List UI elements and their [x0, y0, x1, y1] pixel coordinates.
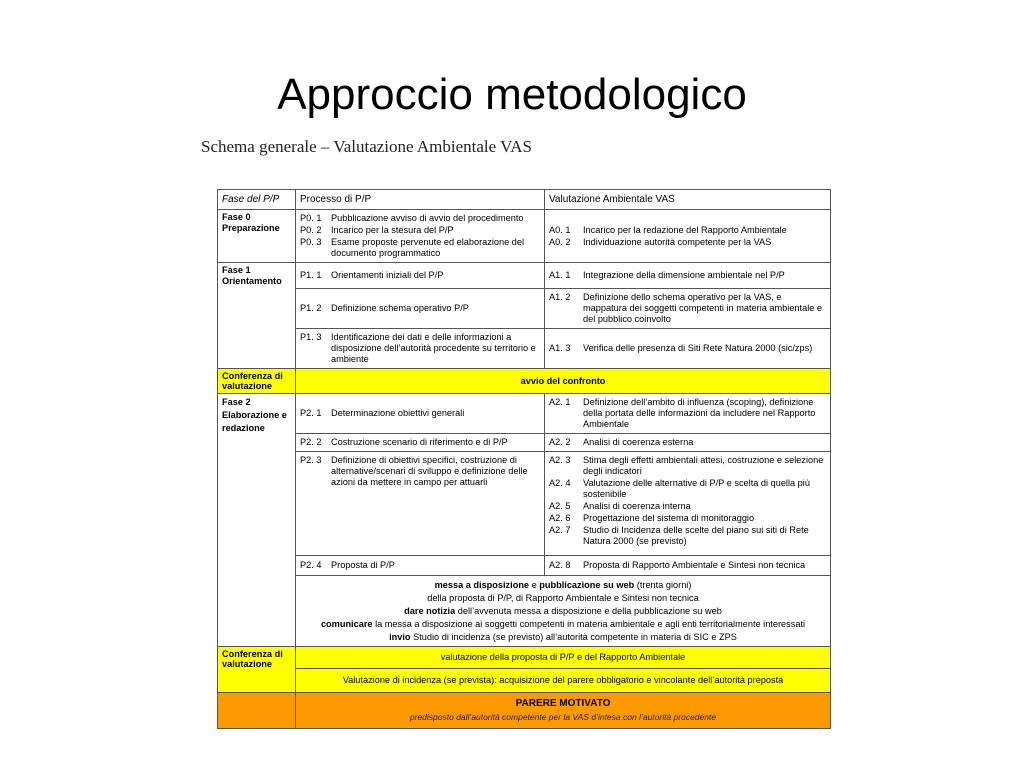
conferenza2-label: Conferenza di valutazione: [218, 647, 296, 693]
header-fase: Fase del P/P: [218, 190, 296, 210]
fase2-p2: P2. 2 Costruzione scenario di riferimento e di P/P: [296, 434, 545, 452]
fase2-a1: A2. 1 Definizione dell’ambito di influenza (scoping), definizione della portata delle informazioni da includere nel Rapporto Ambientale: [545, 394, 831, 434]
fase2-a8: A2. 8 Proposta di Rapporto Ambientale e Sintesi non tecnica: [545, 556, 831, 576]
fase2-p4: P2. 4 Proposta di P/P: [296, 556, 545, 576]
fase0-processo: P0. 1 Pubblicazione avviso di avvio del procedimento P0. 2 Incarico per la stesura del P/P P0. 3 Esame proposte pervenute ed elaborazione del documento programmatico: [296, 210, 545, 263]
parere-title: PARERE MOTIVATO: [515, 698, 611, 709]
fase2-info-row: [218, 576, 831, 647]
conferenza1-row: [218, 369, 831, 394]
fase2-a3-list: A2. 3 Stima degli effetti ambientali attesi, costruzione e selezione degli indicatori A2. 4 Valutazione delle alternative di P/P e scelta di quella più sostenibile A2. 5 Analisi di coerenza interna A2. 6 Progettazione del sistema di monitoraggio A2. 7 Studio di Incidenza delle scelte del piano sui siti di Rete Natura 2000 (se previsto): [545, 452, 831, 556]
fase0-vas: A0. 1 Incarico per la redazione del Rapporto Ambientale A0. 2 Individuazione autorità competente per la VAS: [545, 210, 831, 263]
fase1-row2: [218, 289, 831, 329]
slide-title: Approccio metodologico: [277, 70, 747, 119]
fase2-a2: A2. 2 Analisi di coerenza esterna: [545, 434, 831, 452]
header-processo: Processo di P/P: [296, 190, 545, 210]
fase1-a3: A1. 3 Verifica delle presenza di Siti Rete Natura 2000 (sic/zps): [545, 329, 831, 369]
fase0-row: [218, 210, 831, 263]
parere-subtitle: predisposto dall’autorità competente per la VAS d’intesa con l’autorità procedente: [409, 712, 717, 722]
vas-table: [217, 189, 830, 729]
conferenza2-row2: [218, 669, 831, 693]
parere-row: [218, 693, 831, 729]
fase2-p1: P2. 1 Determinazione obiettivi generali: [296, 394, 545, 434]
fase1-label: Fase 1 Orientamento: [218, 263, 296, 369]
schema-subtitle: Schema generale – Valutazione Ambientale VAS: [201, 137, 532, 156]
fase1-a2: A1. 2 Definizione dello schema operativo per la VAS, e mappatura dei soggetti competenti in materia ambientale e del pubblico coinvolto: [545, 289, 831, 329]
conferenza2-line1: valutazione della proposta di P/P e del Rapporto Ambientale: [296, 647, 831, 669]
fase2-p3: P2. 3 Definizione di obiettivi specifici, costruzione di alternative/scenari di sviluppo e definizione delle azioni da mettere in campo per attuarli: [296, 452, 545, 556]
fase1-row3: [218, 329, 831, 369]
fase2-row3: [218, 452, 831, 556]
fase1-p1: P1. 1 Orientamenti iniziali del P/P: [296, 263, 545, 289]
fase1-p3: P1. 3 Identificazione dei dati e delle informazioni a disposizione dell’autorità procedente su territorio e ambiente: [296, 329, 545, 369]
conferenza1-text: avvio del confronto: [296, 369, 831, 394]
fase2-row1: [218, 394, 831, 434]
header-row: [218, 190, 831, 210]
fase1-a1: A1. 1 Integrazione della dimensione ambientale nel P/P: [545, 263, 831, 289]
parere-empty-cell: [218, 693, 296, 729]
conferenza2-line2: Valutazione di incidenza (se prevista): acquisizione del parere obbligatorio e vincolante dell’autorità preposta: [296, 669, 831, 693]
conferenza2-row1: [218, 647, 831, 669]
fase2-label: Fase 2 Elaborazione e redazione: [218, 394, 296, 647]
parere-motivato: [296, 693, 831, 729]
conferenza1-label: Conferenza di valutazione: [218, 369, 296, 394]
fase2-row2: [218, 434, 831, 452]
fase0-label: Fase 0 Preparazione: [218, 210, 296, 263]
pubblicazione-info: messa a disposizione e pubblicazione su web (trenta giorni) della proposta di P/P, di Rapporto Ambientale e Sintesi non tecnica dare notizia dell’avvenuta messa a disposizione e della pubblicazione su web comunicare la messa a disposizione ai soggetti competenti in materia ambientale e agli enti territorialmente interessati invio Studio di incidenza (se previsto) all’autorità competente in materia di SIC e ZPS: [296, 576, 831, 647]
header-vas: Valutazione Ambientale VAS: [545, 190, 831, 210]
fase1-p2: P1. 2 Definizione schema operativo P/P: [296, 289, 545, 329]
fase1-row1: [218, 263, 831, 289]
fase2-row4: [218, 556, 831, 576]
